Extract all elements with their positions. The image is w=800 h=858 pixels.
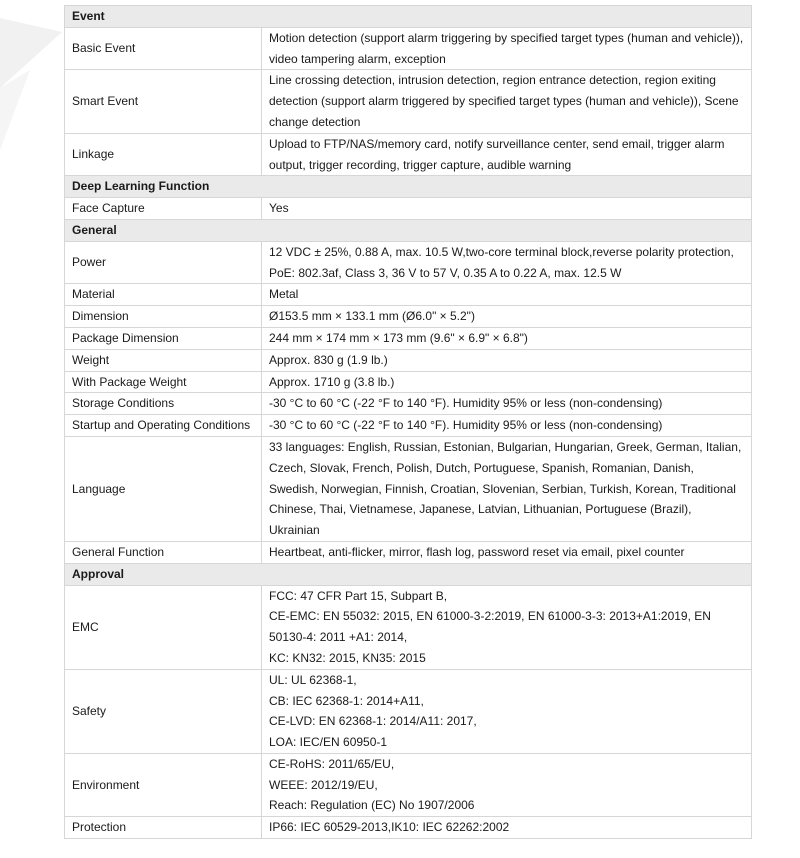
spec-row <box>65 306 752 328</box>
spec-row <box>65 669 752 753</box>
spec-value <box>262 393 752 415</box>
spec-label: Environment <box>65 753 262 816</box>
spec-value <box>262 241 752 284</box>
spec-label: EMC <box>65 585 262 669</box>
spec-row <box>65 436 752 541</box>
section-title: General <box>65 219 752 241</box>
spec-value-line: Motion detection (support alarm triggering by specified target types (human and vehicle)), video tampering alarm, exception <box>269 30 744 66</box>
spec-row <box>65 585 752 669</box>
spec-row <box>65 70 752 133</box>
spec-value <box>262 753 752 816</box>
spec-value <box>262 541 752 563</box>
spec-label: Power <box>65 241 262 284</box>
spec-row <box>65 541 752 563</box>
spec-label: Safety <box>65 669 262 753</box>
spec-label: Smart Event <box>65 70 262 133</box>
spec-label: Storage Conditions <box>65 393 262 415</box>
spec-label: With Package Weight <box>65 371 262 393</box>
spec-label: Face Capture <box>65 198 262 220</box>
spec-value-line: CB: IEC 62368-1: 2014+A11, <box>269 693 424 708</box>
spec-value-line: -30 °C to 60 °C (-22 °F to 140 °F). Humidity 95% or less (non-condensing) <box>269 396 663 411</box>
spec-value-line: CE-EMC: EN 55032: 2015, EN 61000-3-2:2019, EN 61000-3-3: 2013+A1:2019, EN 50130-4: 2011 +A1: 2014, <box>269 609 711 645</box>
spec-value <box>262 198 752 220</box>
spec-value-line: Heartbeat, anti-flicker, mirror, flash log, password reset via email, pixel counter <box>269 544 685 559</box>
section-header-row <box>65 6 752 28</box>
spec-label: General Function <box>65 541 262 563</box>
spec-value-line: Line crossing detection, intrusion detection, region entrance detection, region exiting detection (support alarm triggered by specified target types (human and vehicle)), Scene change detection <box>269 73 739 129</box>
spec-value <box>262 306 752 328</box>
spec-value-line: CE-RoHS: 2011/65/EU, <box>269 756 395 771</box>
spec-row <box>65 241 752 284</box>
spec-value-line: LOA: IEC/EN 60950-1 <box>269 735 388 750</box>
spec-value-line: Approx. 1710 g (3.8 lb.) <box>269 374 395 389</box>
spec-value-line: Upload to FTP/NAS/memory card, notify surveillance center, send email, trigger alarm output, trigger recording, trigger capture, audible warning <box>269 136 725 172</box>
spec-value <box>262 327 752 349</box>
spec-value-line: Ø153.5 mm × 133.1 mm (Ø6.0" × 5.2") <box>269 309 475 324</box>
spec-value-line: Yes <box>269 201 289 216</box>
spec-value <box>262 349 752 371</box>
section-header-row <box>65 219 752 241</box>
spec-label: Language <box>65 436 262 541</box>
spec-value <box>262 669 752 753</box>
spec-table <box>64 5 752 839</box>
spec-value <box>262 70 752 133</box>
spec-label: Basic Event <box>65 27 262 70</box>
section-header-row <box>65 563 752 585</box>
spec-row <box>65 133 752 176</box>
spec-row <box>65 349 752 371</box>
spec-row <box>65 27 752 70</box>
spec-value-line: -30 °C to 60 °C (-22 °F to 140 °F). Humidity 95% or less (non-condensing) <box>269 418 663 433</box>
spec-value-line: Reach: Regulation (EC) No 1907/2006 <box>269 798 475 813</box>
spec-row <box>65 753 752 816</box>
spec-row <box>65 393 752 415</box>
section-title: Approval <box>65 563 752 585</box>
spec-value <box>262 817 752 839</box>
section-title: Event <box>65 6 752 28</box>
spec-value <box>262 284 752 306</box>
spec-label: Startup and Operating Conditions <box>65 415 262 437</box>
spec-value-line: 12 VDC ± 25%, 0.88 A, max. 10.5 W,two-core terminal block,reverse polarity protection, <box>269 244 734 259</box>
spec-label: Material <box>65 284 262 306</box>
spec-value <box>262 415 752 437</box>
spec-label: Protection <box>65 817 262 839</box>
spec-table-body <box>65 6 752 839</box>
spec-value-line: UL: UL 62368-1, <box>269 672 357 687</box>
spec-row <box>65 327 752 349</box>
spec-row <box>65 817 752 839</box>
spec-value-line: KC: KN32: 2015, KN35: 2015 <box>269 650 426 665</box>
spec-value-line: FCC: 47 CFR Part 15, Subpart B, <box>269 588 448 603</box>
section-title: Deep Learning Function <box>65 176 752 198</box>
spec-row <box>65 415 752 437</box>
spec-value <box>262 27 752 70</box>
spec-value <box>262 585 752 669</box>
section-header-row <box>65 176 752 198</box>
spec-value-line: 244 mm × 174 mm × 173 mm (9.6" × 6.9" × 6.8") <box>269 330 528 345</box>
spec-row <box>65 371 752 393</box>
spec-value-line: PoE: 802.3af, Class 3, 36 V to 57 V, 0.35 A to 0.22 A, max. 12.5 W <box>269 265 622 280</box>
spec-label: Linkage <box>65 133 262 176</box>
spec-value-line: Metal <box>269 287 299 302</box>
spec-label: Dimension <box>65 306 262 328</box>
spec-value-line: CE-LVD: EN 62368-1: 2014/A11: 2017, <box>269 714 477 729</box>
spec-value-line: IP66: IEC 60529-2013,IK10: IEC 62262:2002 <box>269 820 510 835</box>
spec-value <box>262 133 752 176</box>
watermark-logo-shape <box>0 0 70 150</box>
spec-value-line: WEEE: 2012/19/EU, <box>269 777 378 792</box>
spec-value <box>262 436 752 541</box>
spec-value <box>262 371 752 393</box>
spec-value-line: Approx. 830 g (1.9 lb.) <box>269 352 388 367</box>
spec-row <box>65 198 752 220</box>
spec-row <box>65 284 752 306</box>
spec-value-line: 33 languages: English, Russian, Estonian, Bulgarian, Hungarian, Greek, German, Italian, Czech, Slovak, French, Polish, Dutch, Portuguese, Spanish, Romanian, Danish, Swedish, Norwegian, Finnish, Croatian, Slovenian, Serbian, Turkish, Korean, Traditional Chinese, Thai, Vietnamese, Japanese, Latvian, Lithuanian, Portuguese (Brazil), Ukrainian <box>269 439 742 538</box>
spec-label: Weight <box>65 349 262 371</box>
spec-label: Package Dimension <box>65 327 262 349</box>
